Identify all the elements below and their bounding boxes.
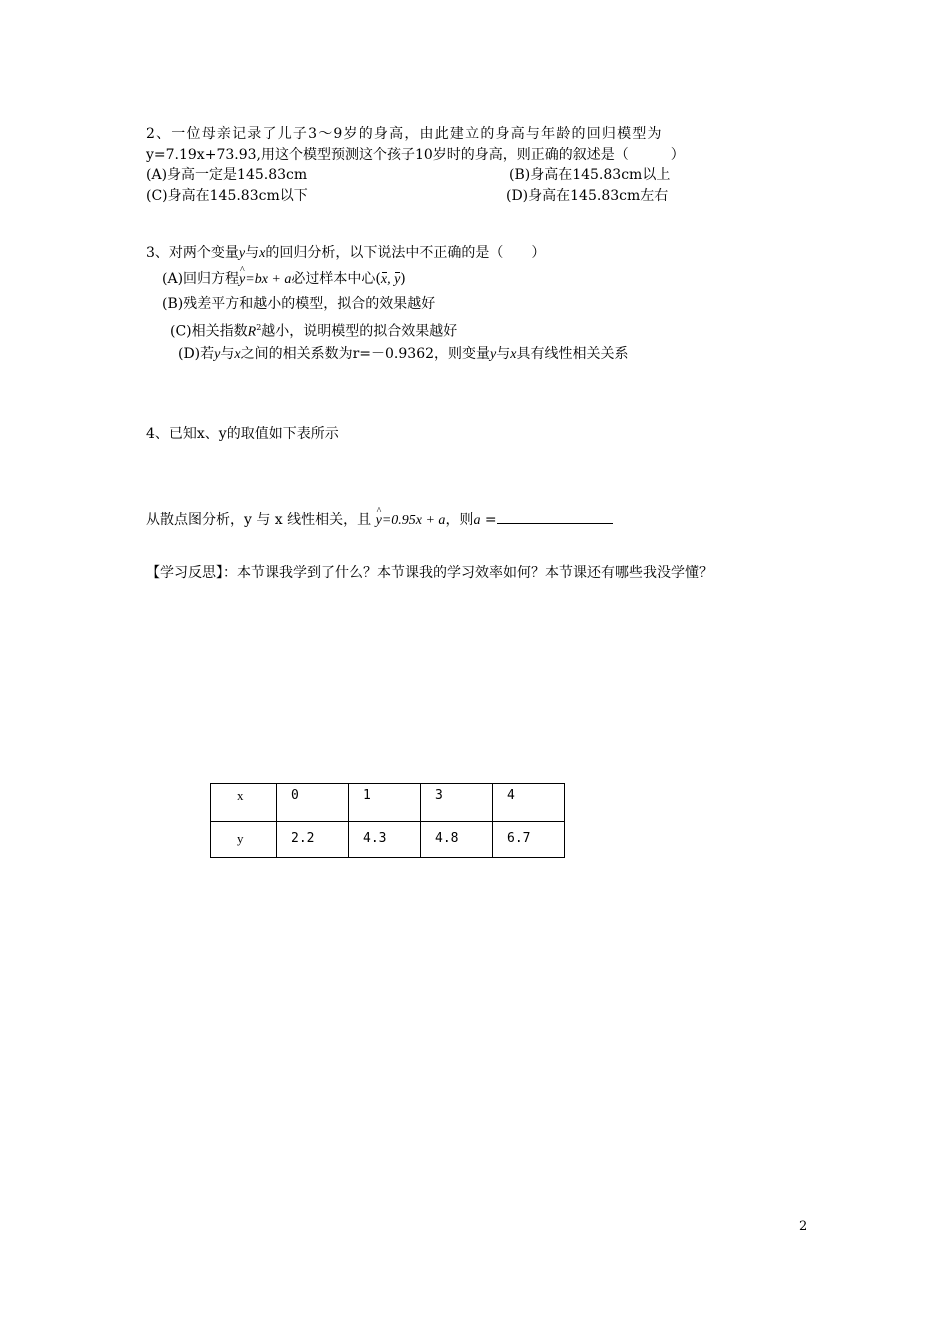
y-bar: y — [394, 270, 400, 290]
q3-option-a: (A)回归方程^ y=bx + a必过样本中心(x, y) — [162, 269, 406, 290]
q3-option-c: (C)相关指数$R^2$越小，说明模型的拟合效果越好 — [170, 323, 458, 340]
y-hat: ^ y — [239, 270, 245, 290]
table-cell: 4.8 — [421, 822, 493, 858]
table-header-x: x — [211, 784, 277, 822]
q2-option-a: (A)身高一定是145.83cm — [146, 167, 308, 183]
table-cell: 4.3 — [349, 822, 421, 858]
q2-stem-line2: y=7.19x+73.93,用这个模型预测这个孩子10岁时的身高，则正确的叙述是（ ） — [146, 147, 685, 163]
study-reflection: 【学习反思】：本节课我学到了什么？本节课我的学习效率如何？本节课还有哪些我没学懂？ — [146, 565, 713, 581]
x-bar: x — [381, 270, 387, 290]
q3-option-b: (B)残差平方和越小的模型，拟合的效果越好 — [162, 296, 436, 312]
table-cell: 4 — [493, 784, 565, 822]
q2-stem-line1: 2、一位母亲记录了儿子3～9岁的身高，由此建立的身高与年龄的回归模型为 — [146, 126, 663, 142]
q4-stem: 4、已知x、y的取值如下表所示 — [146, 426, 339, 442]
q2-option-d: (D)身高在145.83cm左右 — [506, 188, 669, 204]
q2-option-b: (B)身高在145.83cm以上 — [509, 167, 671, 183]
table-header-y: y — [211, 822, 277, 858]
y-hat: ^ y — [376, 511, 382, 531]
table-row — [211, 822, 565, 858]
table-cell: 2.2 — [277, 822, 349, 858]
table-cell: 1 — [349, 784, 421, 822]
table-cell: 3 — [421, 784, 493, 822]
page-number: 2 — [799, 1219, 808, 1234]
q4-regression-prompt: 从散点图分析，y 与 x 线性相关，且 ^ y=0.95x + a，则a = — [146, 509, 613, 531]
q3-stem: 3、对两个变量y与x的回归分析，以下说法中不正确的是（ ） — [146, 245, 546, 261]
xy-value-table — [210, 783, 565, 858]
table-cell: 6.7 — [493, 822, 565, 858]
table-cell: 0 — [277, 784, 349, 822]
q2-option-c: (C)身高在145.83cm以下 — [146, 188, 308, 204]
q3-option-d: (D)若y与x之间的相关系数为r=－0.9362，则变量y与x具有线性相关关系 — [178, 346, 629, 362]
answer-blank — [497, 509, 613, 524]
table-row — [211, 784, 565, 822]
